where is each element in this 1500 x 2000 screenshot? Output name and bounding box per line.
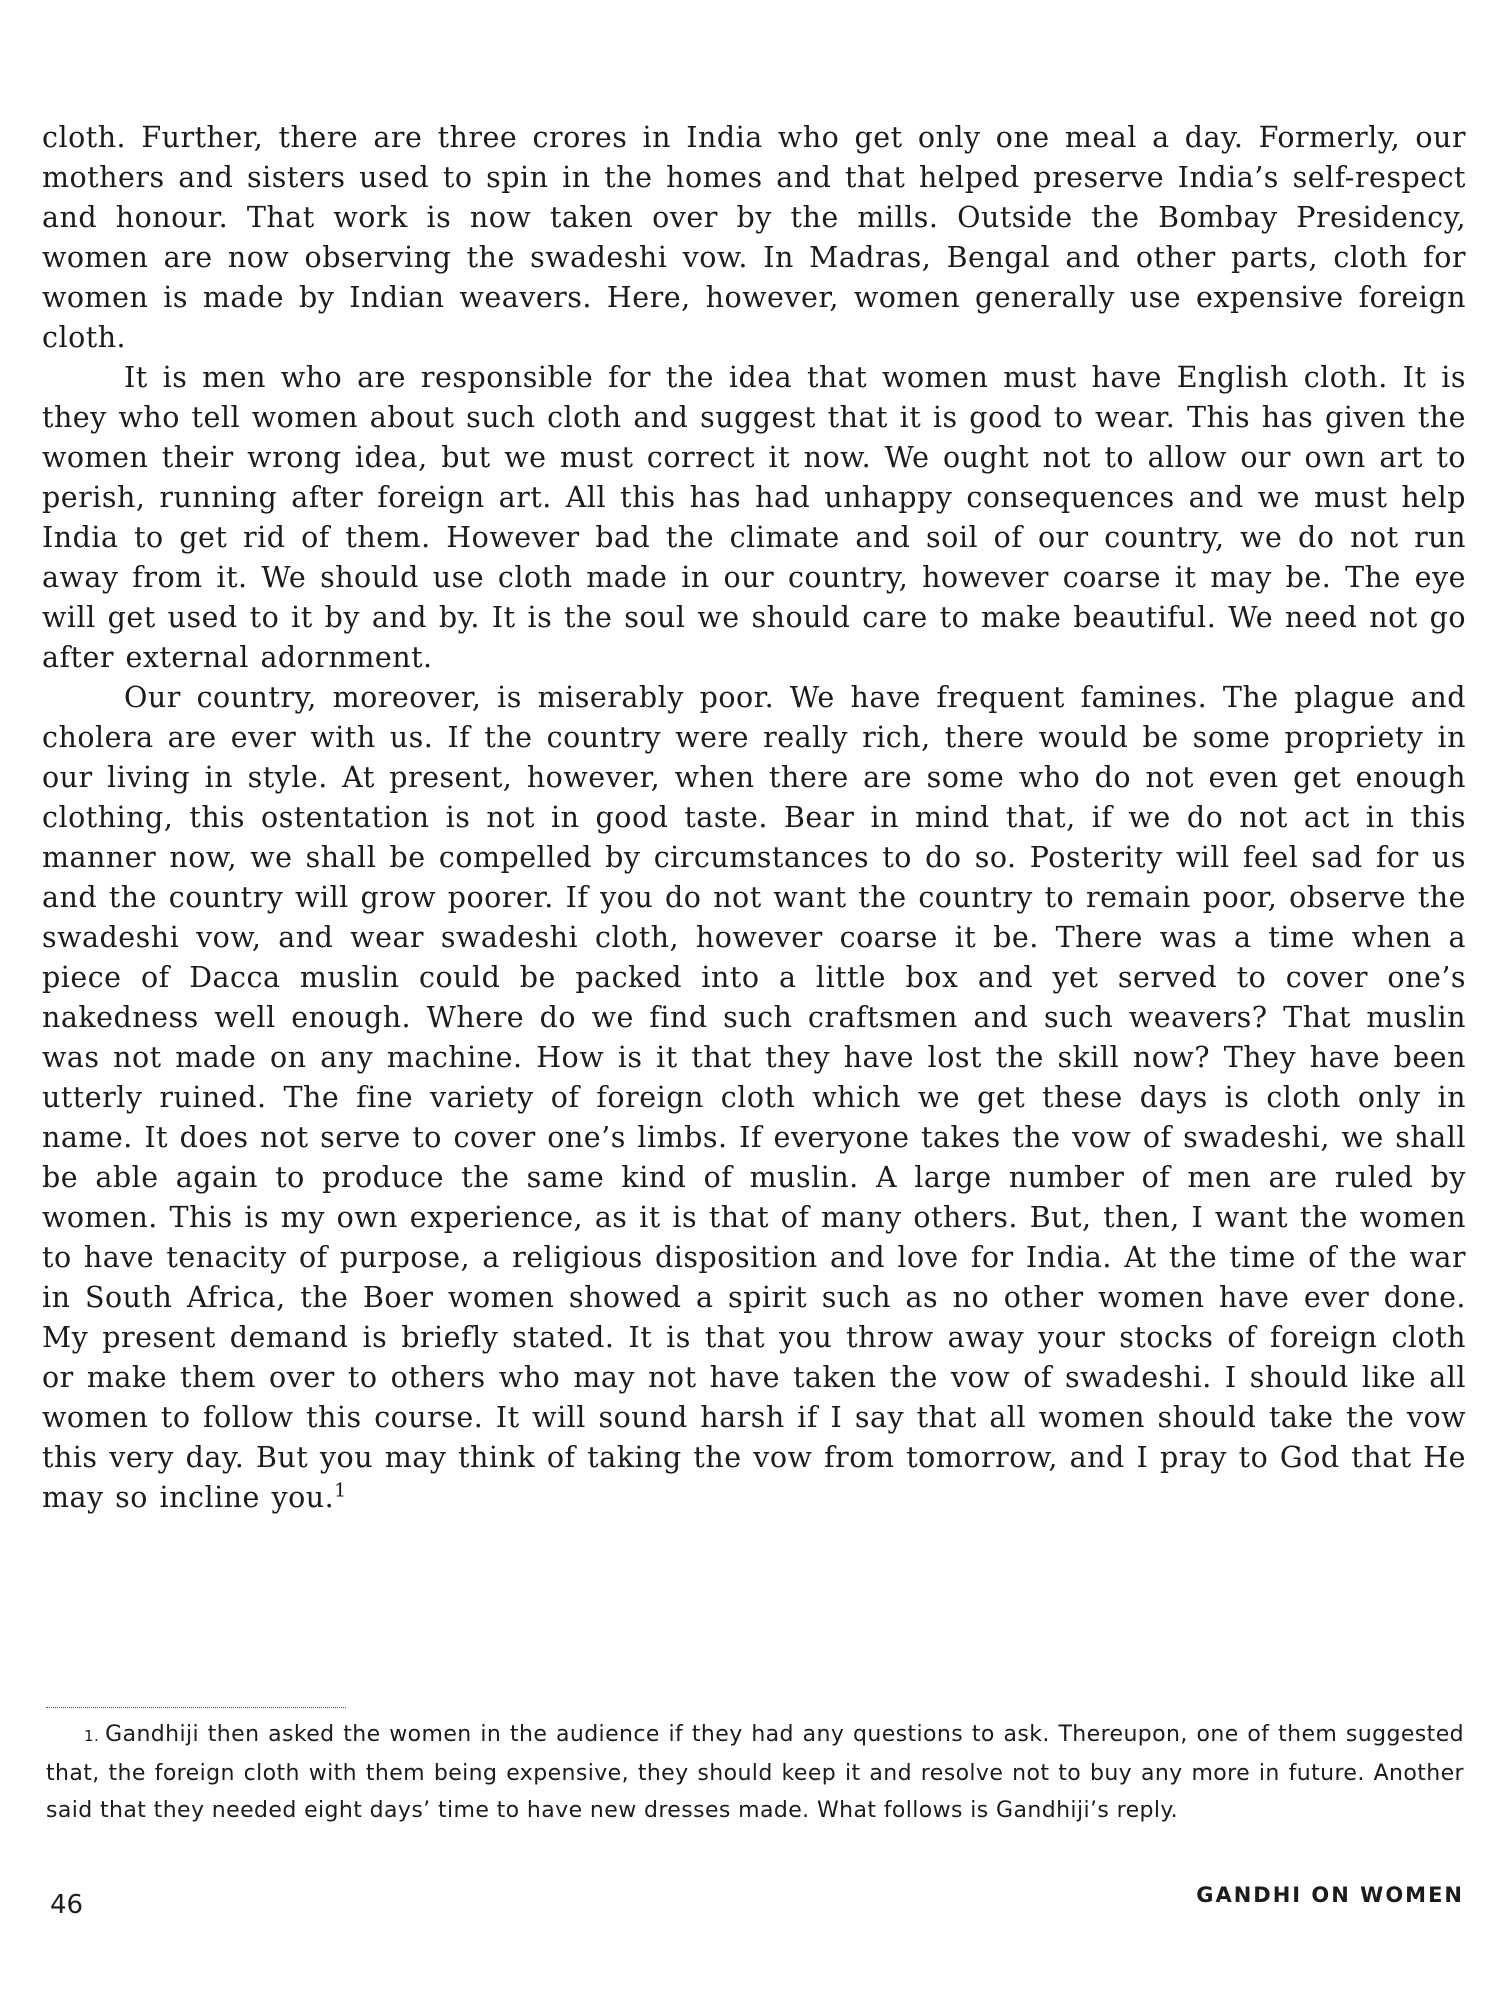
running-title: GANDHI ON WOMEN — [1196, 1883, 1464, 1907]
footnote-marker: 1. — [84, 1727, 100, 1745]
page-number: 46 — [50, 1890, 84, 1920]
footnote-text: Gandhiji then asked the women in the audience if they had any questions to ask. Thereupon, one of them suggested that, the foreign cloth with them being expensive, they should keep it and resolve not to buy any more in future. Another said that they needed eight days’ time to have new dresses made. What follows is Gandhiji’s reply. — [46, 1722, 1464, 1823]
paragraph-3-text: Our country, moreover, is miserably poor. We have frequent famines. The plague and cholera are ever with us. If the country were really rich, there would be some propriety in our living in style. At present, however, when there are some who do not even get enough clothing, this ostentation is not in good taste. Bear in mind that, if we do not act in this manner now, we shall be compelled by circumstances to do so. Posterity will feel sad for us and the country will grow poorer. If you do not want the country to remain poor, observe the swadeshi vow, and wear swadeshi cloth, however coarse it be. There was a time when a piece of Dacca muslin could be packed into a little box and yet served to cover one’s nakedness well enough. Where do we find such craftsmen and such weavers? That muslin was not made on any machine. How is it that they have lost the skill now? They have been utterly ruined. The fine variety of foreign cloth which we get these days is cloth only in name. It does not serve to cover one’s limbs. If everyone takes the vow of swadeshi, we shall be able again to produce the same kind of muslin. A large number of men are ruled by women. This is my own experience, as it is that of many others. But, then, I want the women to have tenacity of purpose, a religious disposition and love for India. At the time of the war in South Africa, the Boer women showed a spirit such as no other women have ever done. My present demand is briefly stated. It is that you throw away your stocks of foreign cloth or make them over to others who may not have taken the vow of swadeshi. I should like all women to follow this course. It will sound harsh if I say that all women should take the vow this very day. But you may think of taking the vow from tomorrow, and I pray to God that He may so incline you. — [42, 681, 1466, 1514]
body-text — [42, 118, 1466, 1518]
paragraph-2: It is men who are responsible for the idea that women must have English cloth. It is they who tell women about such cloth and suggest that it is good to wear. This has given the women their wrong idea, but we must correct it now. We ought not to allow our own art to perish, running after foreign art. All this has had unhappy consequences and we must help India to get rid of them. However bad the climate and soil of our country, we do not run away from it. We should use cloth made in our country, however coarse it may be. The eye will get used to it by and by. It is the soul we should care to make beautiful. We need not go after external adornment. — [42, 361, 1466, 674]
footnote — [46, 1716, 1464, 1829]
paragraph-3 — [42, 678, 1466, 1518]
footnote-divider — [46, 1707, 346, 1708]
footnote-reference: 1 — [334, 1479, 347, 1502]
paragraph-1: cloth. Further, there are three crores in India who get only one meal a day. Formerly, our mothers and sisters used to spin in the homes and that helped preserve India’s self-respect and honour. That work is now taken over by the mills. Outside the Bombay Presidency, women are now observing the swadeshi vow. In Madras, Bengal and other parts, cloth for women is made by Indian weavers. Here, however, women generally use expensive foreign cloth. — [42, 121, 1466, 354]
